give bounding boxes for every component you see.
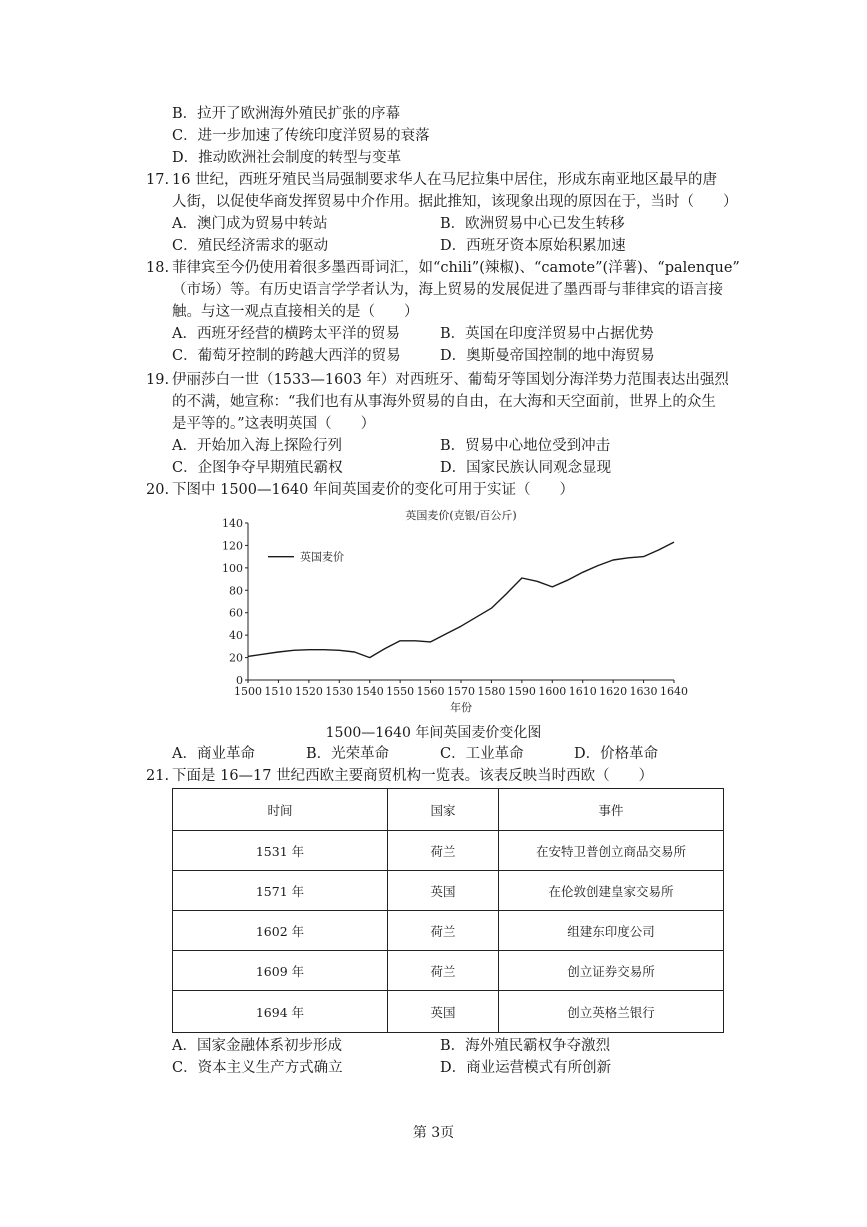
q20-option-d: D．价格革命	[574, 746, 659, 762]
table-header-row	[173, 789, 724, 831]
q20-option-a: A．商业革命	[172, 746, 255, 762]
table-cell-event: 组建东印度公司	[499, 911, 724, 951]
table-row	[173, 831, 724, 871]
q20-line-1: 下图中 1500—1640 年间英国麦价的变化可用于实证（ ）	[172, 482, 575, 498]
table-cell-event: 在伦敦创建皇家交易所	[499, 871, 724, 911]
q17-number: 17.	[146, 172, 170, 188]
y-tick-label: 80	[229, 584, 243, 598]
q21-option-b: B．海外殖民霸权争夺激烈	[440, 1038, 611, 1054]
x-tick-label: 1540	[355, 685, 384, 698]
table-cell-time: 1531 年	[173, 831, 388, 871]
x-tick-label: 1570	[447, 685, 475, 698]
y-tick-label: 120	[222, 539, 243, 553]
table-header-time: 时间	[173, 789, 388, 831]
table-cell-time: 1571 年	[173, 871, 388, 911]
table-row	[173, 871, 724, 911]
table-header-event: 事件	[499, 789, 724, 831]
x-tick-label: 1580	[477, 685, 506, 698]
y-tick-label: 60	[229, 606, 243, 620]
x-tick-label: 1560	[416, 685, 445, 698]
table-cell-event: 创立证券交易所	[499, 951, 724, 991]
x-tick-label: 1620	[599, 685, 628, 698]
q19-line-1: 伊丽莎白一世（1533—1603 年）对西班牙、葡萄牙等国划分海洋势力范围表达出强烈	[172, 372, 729, 388]
q16-option-b: B．拉开了欧洲海外殖民扩张的序幕	[172, 106, 401, 122]
q18-option-c: C．葡萄牙控制的跨越大西洋的贸易	[172, 348, 401, 364]
q18-line-3: 触。与这一观点直接相关的是（ ）	[172, 304, 419, 320]
x-tick-label: 1590	[507, 685, 536, 698]
x-tick-label: 1530	[325, 685, 354, 698]
q19-number: 19.	[146, 372, 170, 388]
table-row	[173, 911, 724, 951]
x-tick-label: 1500	[234, 685, 262, 698]
table-cell-time: 1609 年	[173, 951, 388, 991]
table-cell-country: 荷兰	[388, 951, 499, 991]
q18-option-d: D．奥斯曼帝国控制的地中海贸易	[440, 348, 655, 364]
chart-caption: 1500—1640 年间英国麦价变化图	[325, 725, 542, 741]
page-number: 第 3页	[412, 1125, 455, 1141]
q21-option-c: C．资本主义生产方式确立	[172, 1060, 343, 1076]
x-tick-label: 1600	[538, 685, 567, 698]
trade-institutions-table	[172, 788, 724, 1033]
table-header-country: 国家	[388, 789, 499, 831]
table-row	[173, 991, 724, 1033]
q19-option-a: A．开始加入海上探险行列	[172, 438, 342, 454]
q20-number: 20.	[146, 482, 170, 498]
q19-option-d: D．国家民族认同观念显现	[440, 460, 612, 476]
q16-option-d: D．推动欧洲社会制度的转型与变革	[172, 150, 402, 166]
q17-option-c: C．殖民经济需求的驱动	[172, 238, 329, 254]
table-cell-country: 英国	[388, 871, 499, 911]
x-tick-label: 1520	[294, 685, 323, 698]
x-tick-label: 1510	[264, 685, 293, 698]
table-cell-country: 荷兰	[388, 831, 499, 871]
table-cell-time: 1694 年	[173, 991, 388, 1033]
q17-line-2: 人街，以促使华商发挥贸易中介作用。据此推知，该现象出现的原因在于，当时（ ）	[172, 194, 738, 210]
q17-option-a: A．澳门成为贸易中转站	[172, 216, 328, 232]
q17-option-b: B．欧洲贸易中心已发生转移	[440, 216, 625, 232]
q21-option-d: D．商业运营模式有所创新	[440, 1060, 612, 1076]
q16-option-c: C．进一步加速了传统印度洋贸易的衰落	[172, 128, 430, 144]
table-cell-event: 创立英格兰银行	[499, 991, 724, 1033]
y-tick-label: 140	[222, 517, 243, 530]
x-tick-label: 1550	[386, 685, 415, 698]
q17-line-1: 16 世纪，西班牙殖民当局强制要求华人在马尼拉集中居住，形成东南亚地区最早的唐	[172, 172, 718, 188]
q17-option-d: D．西班牙资本原始积累加速	[440, 238, 626, 254]
y-tick-label: 100	[222, 561, 243, 575]
q21-number: 21.	[146, 768, 170, 784]
chart-title: 英国麦价(克银/百公斤)	[405, 509, 517, 522]
legend-label: 英国麦价	[300, 550, 344, 564]
y-tick-label: 40	[229, 629, 243, 643]
table-cell-time: 1602 年	[173, 911, 388, 951]
q19-option-b: B．贸易中心地位受到冲击	[440, 438, 611, 454]
table-row	[173, 951, 724, 991]
q18-option-a: A．西班牙经营的横跨太平洋的贸易	[172, 326, 400, 342]
table-cell-event: 在安特卫普创立商品交易所	[499, 831, 724, 871]
x-tick-label: 1610	[568, 685, 597, 698]
x-tick-label: 1640	[660, 685, 688, 698]
q21-line-1: 下面是 16—17 世纪西欧主要商贸机构一览表。该表反映当时西欧（ ）	[172, 768, 654, 784]
x-axis-label: 年份	[450, 701, 472, 714]
q19-line-3: 是平等的。”这表明英国（ ）	[172, 416, 376, 432]
q19-option-c: C．企图争夺早期殖民霸权	[172, 460, 343, 476]
q18-number: 18.	[146, 260, 170, 276]
q20-option-b: B．光荣革命	[306, 746, 390, 762]
q18-line-2: （市场）等。有历史语言学学者认为，海上贸易的发展促进了墨西哥与菲律宾的语言接	[172, 282, 723, 298]
y-tick-label: 0	[236, 674, 243, 687]
wheat-price-line-chart	[212, 505, 692, 715]
table-cell-country: 荷兰	[388, 911, 499, 951]
q18-option-b: B．英国在印度洋贸易中占据优势	[440, 326, 654, 342]
table-cell-country: 英国	[388, 991, 499, 1033]
x-tick-label: 1630	[629, 685, 658, 698]
y-tick-label: 20	[229, 651, 243, 665]
q18-line-1: 菲律宾至今仍使用着很多墨西哥词汇，如“chili”(辣椒)、“camote”(洋薯)、“palenque”	[172, 260, 740, 276]
q20-option-c: C．工业革命	[440, 746, 524, 762]
q19-line-2: 的不满，她宣称：“我们也有从事海外贸易的自由，在大海和天空面前，世界上的众生	[172, 394, 716, 410]
q21-option-a: A．国家金融体系初步形成	[172, 1038, 342, 1054]
